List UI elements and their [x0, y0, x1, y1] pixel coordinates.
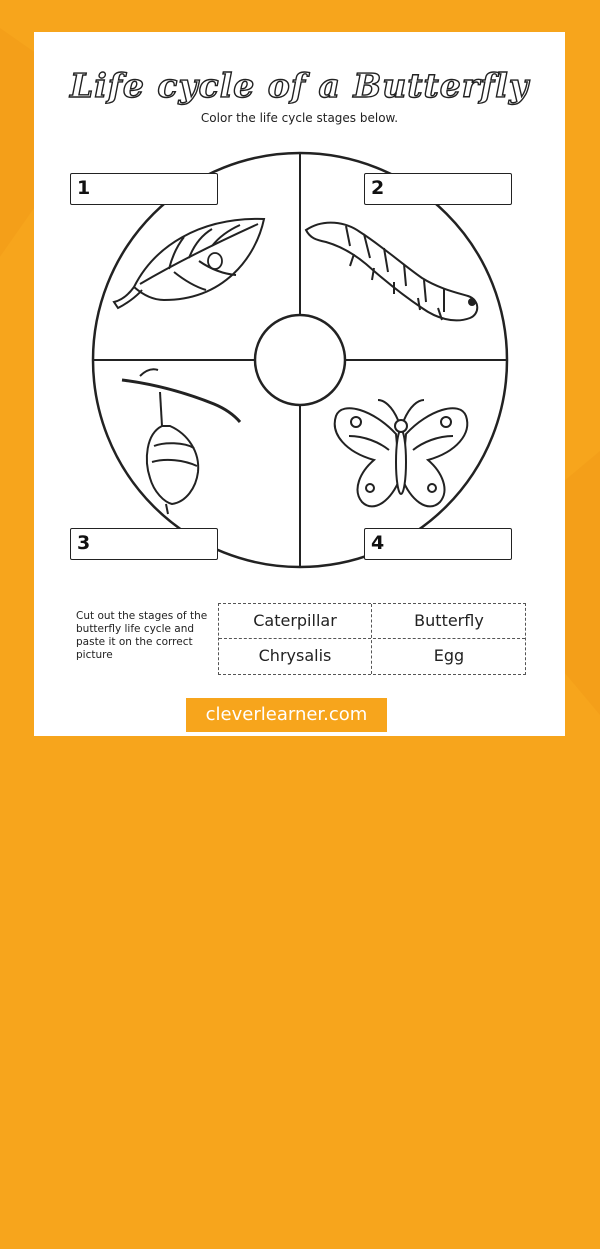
stage-label-box-1[interactable] — [70, 173, 218, 205]
stage-label-box-3[interactable] — [70, 528, 218, 560]
stage-label-box-4[interactable] — [364, 528, 512, 560]
stage-number-3: 3 — [77, 532, 91, 554]
cutout-word-caterpillar[interactable]: Caterpillar — [253, 611, 337, 630]
stage-number-2: 2 — [371, 177, 385, 199]
cutout-word-grid — [218, 603, 526, 675]
grid-vertical-divider — [371, 604, 372, 674]
footer-site-link[interactable]: cleverlearner.com — [186, 698, 387, 732]
worksheet-title: Life cycle of a Butterfly — [69, 66, 530, 105]
worksheet-page — [34, 32, 565, 736]
worksheet-subtitle: Color the life cycle stages below. — [200, 111, 399, 125]
stage-label-box-2[interactable] — [364, 173, 512, 205]
life-cycle-wheel — [34, 32, 565, 592]
stage-number-1: 1 — [77, 177, 91, 199]
cutout-word-butterfly[interactable]: Butterfly — [414, 611, 484, 630]
cutout-word-egg[interactable]: Egg — [433, 646, 465, 665]
cut-out-instructions: Cut out the stages of the butterfly life cycle and paste it on the correct picture — [76, 610, 208, 661]
wheel-center-circle — [255, 315, 345, 405]
cutout-word-chrysalis[interactable]: Chrysalis — [258, 646, 332, 665]
stage-number-4: 4 — [371, 532, 385, 554]
grid-horizontal-divider — [219, 638, 525, 639]
